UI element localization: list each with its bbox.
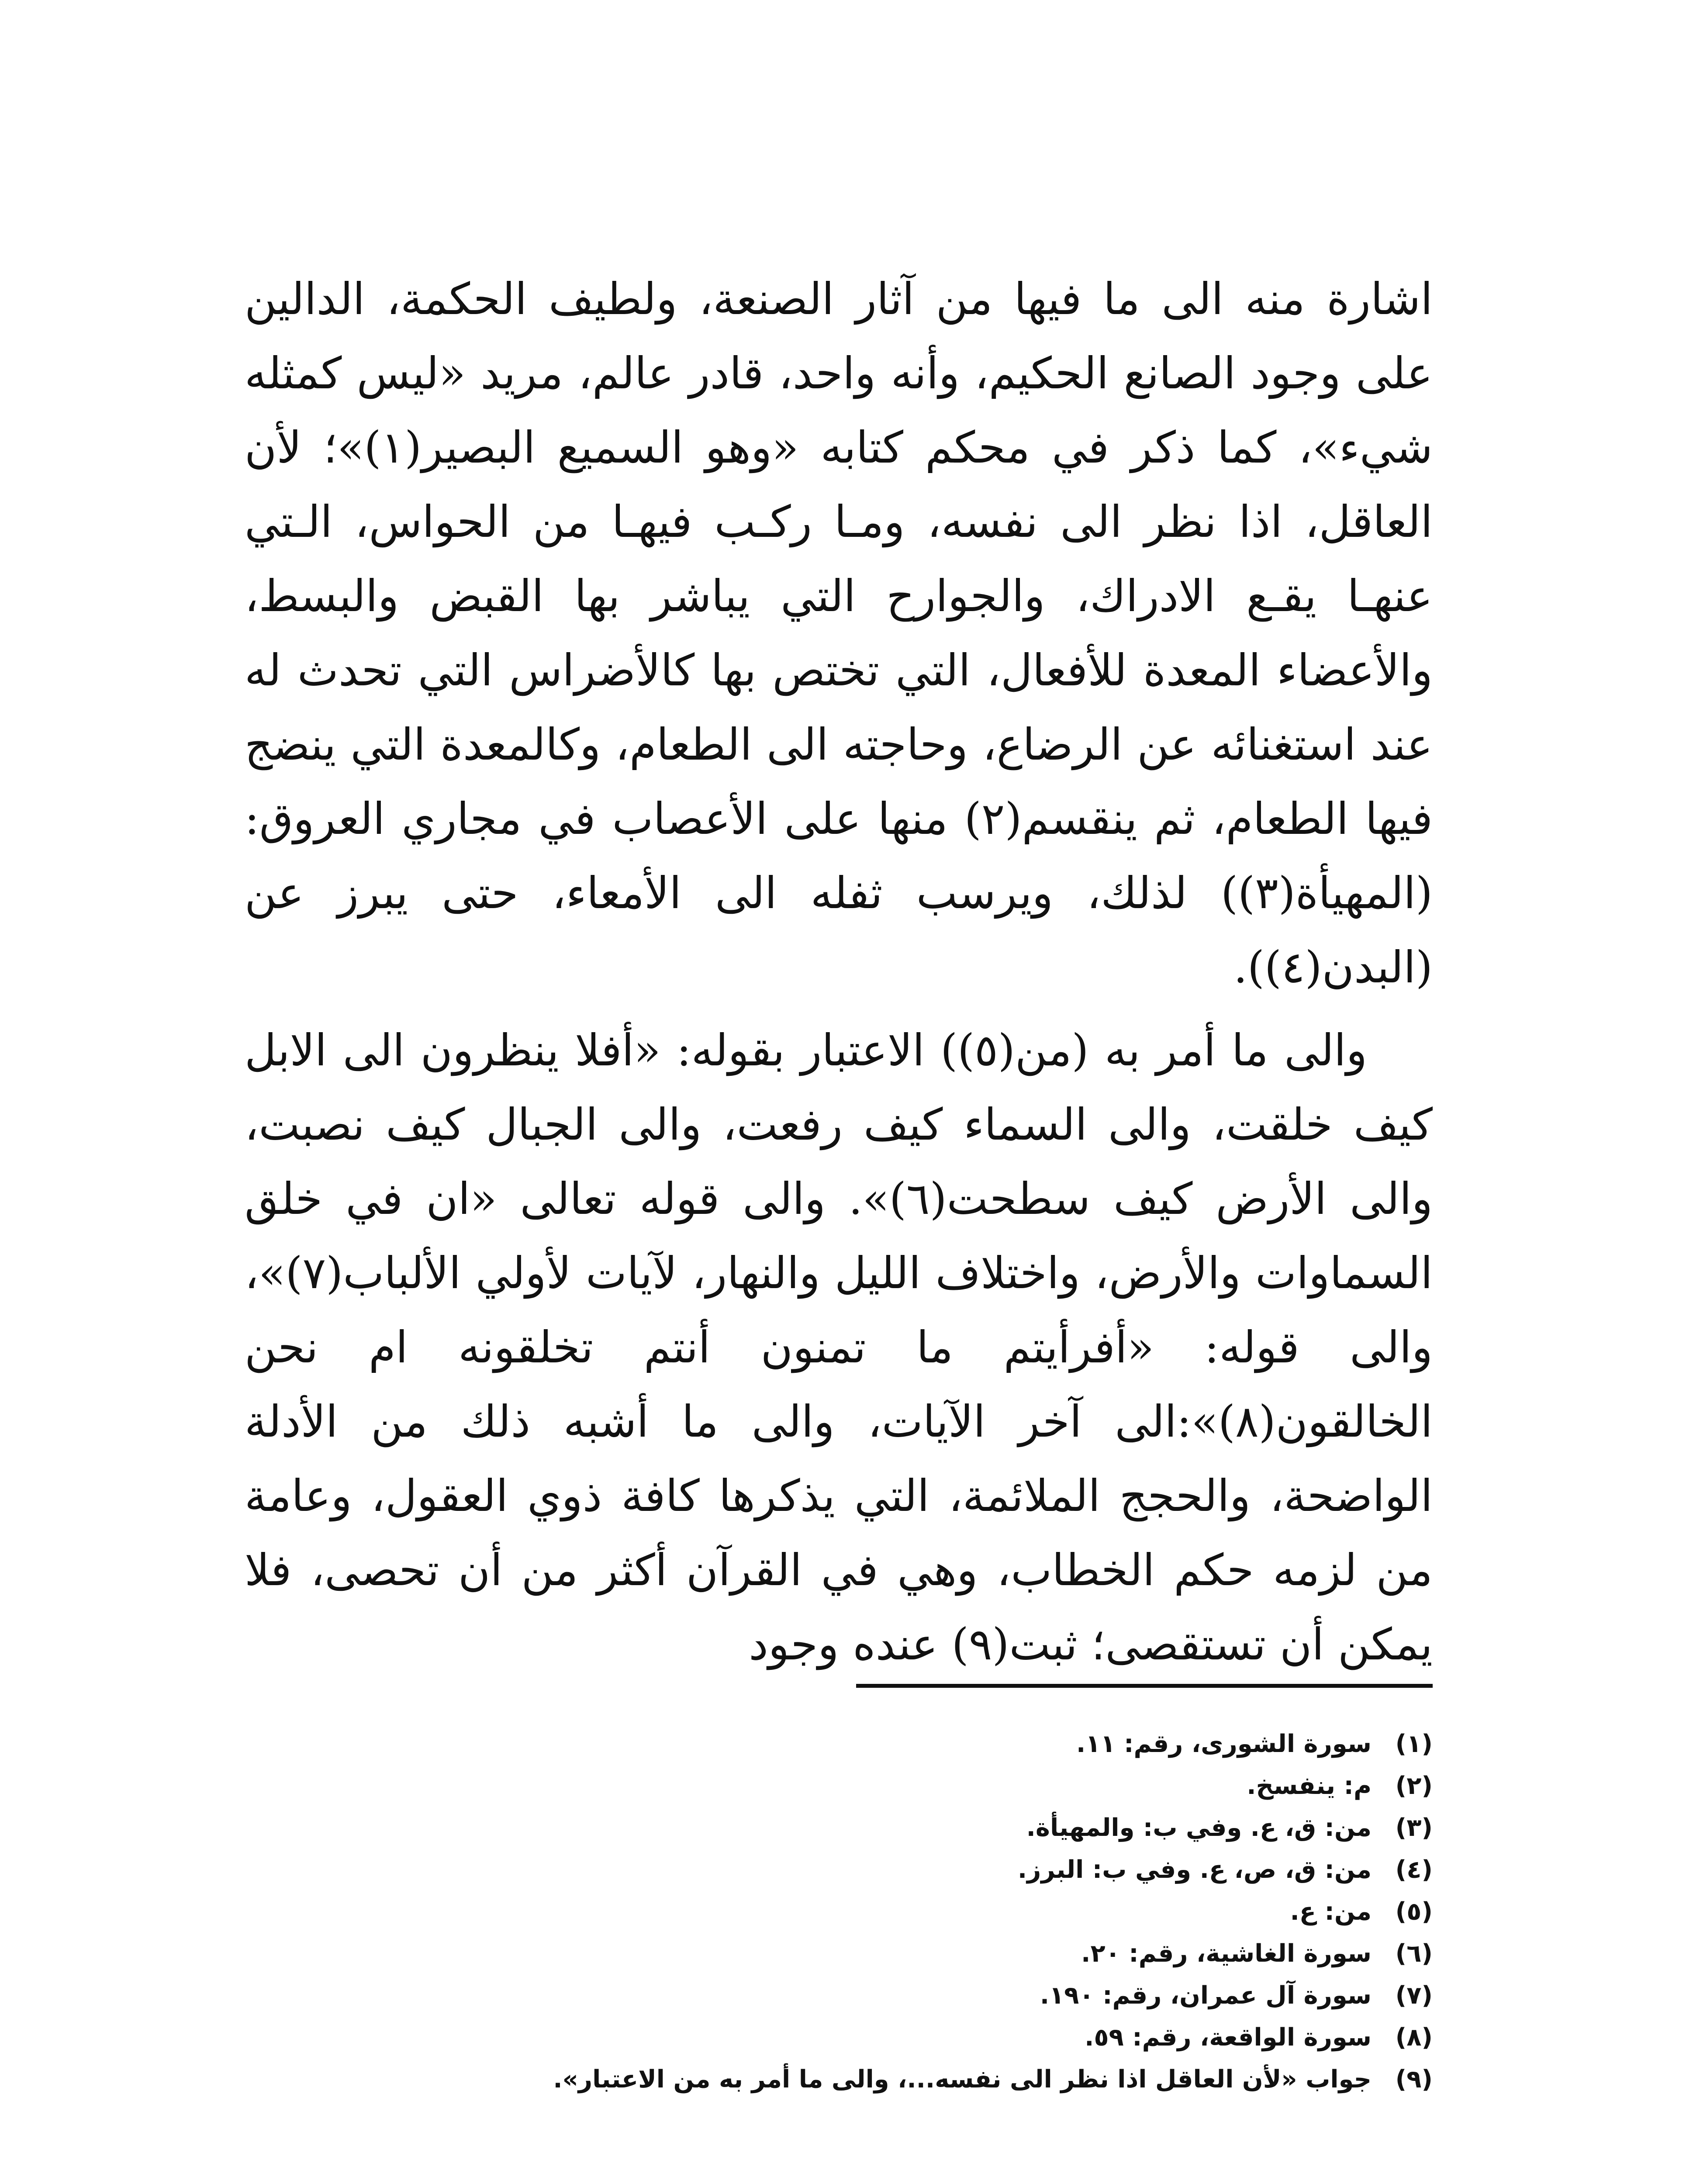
footnote-4 xyxy=(245,1849,1433,1891)
footnote-6 xyxy=(245,1933,1433,1975)
footnote-marker: (٢) xyxy=(1395,1772,1433,1800)
paragraph-1: اشارة منه الى ما فيها من آثار الصنعة، ولطيف الحكمة، الدالين على وجود الصانع الحكيم، وأنه واحد، قادر عالم، مريد «ليس كمثله شيء»، كما ذكر في محكم كتابه «وهو السميع البصير(١)»؛ لأن العاقل، اذا نظر الى نفسه، ومـا ركـب فيهـا من الحواس، الـتي عنهـا يقـع الادراك، والجوارح التي يباشر بها القبض والبسط، والأعضاء المعدة للأفعال، التي تختص بها كالأضراس التي تحدث له عند استغنائه عن الرضاع، وحاجته الى الطعام، وكالمعدة التي ينضج فيها الطعام، ثم ينقسم(٢) منها على الأعصاب في مجاري العروق: (المهيأة(٣)) لذلك، ويرسب ثفله الى الأمعاء، حتى يبرز عن (البدن(٤)). xyxy=(245,273,1433,993)
footnote-7 xyxy=(245,1975,1433,2017)
main-text xyxy=(245,262,1433,1682)
footnote-8 xyxy=(245,2017,1433,2059)
footnote-2 xyxy=(245,1765,1433,1807)
footnote-marker: (٩) xyxy=(1395,2065,1433,2094)
footnote-marker: (٥) xyxy=(1395,1897,1433,1926)
footnote-marker: (٦) xyxy=(1395,1939,1433,1968)
footnote-divider xyxy=(856,1684,1433,1688)
footnote-text: سورة آل عمران، رقم: ١٩٠. xyxy=(1040,1981,1372,2010)
footnote-text: سورة الواقعة، رقم: ٥٩. xyxy=(1085,2023,1372,2052)
footnote-marker: (٤) xyxy=(1395,1856,1433,1884)
footnote-text: سورة الغاشية، رقم: ٢٠. xyxy=(1081,1939,1372,1968)
footnote-1 xyxy=(245,1723,1433,1765)
footnote-marker: (١) xyxy=(1395,1730,1433,1758)
footnote-marker: (٧) xyxy=(1395,1981,1433,2010)
footnotes-list xyxy=(245,1723,1433,2101)
paragraph-2: والى ما أمر به (من(٥)) الاعتبار بقوله: «أفلا ينظرون الى الابل كيف خلقت، والى السماء كيف رفعت، والى الجبال كيف نصبت، والى الأرض كيف سطحت(٦)». والى قوله تعالى «ان في خلق السماوات والأرض، واختلاف الليل والنهار، لآيات لأولي الألباب(٧)»، والى قوله: «أفرأيتم ما تمنون أنتم تخلقونه ام نحن الخالقون(٨)»:الى آخر الآيات، والى ما أشبه ذلك من الأدلة الواضحة، والحجج الملائمة، التي يذكرها كافة ذوي العقول، وعامة من لزمه حكم الخطاب، وهي في القرآن أكثر من أن تحصى، فلا يمكن أن تستقصى؛ ثبت(٩) عنده وجود xyxy=(245,1025,1433,1670)
footnote-text: جواب «لأن العاقل اذا نظر الى نفسه...، والى ما أمر به من الاعتبار». xyxy=(553,2065,1372,2094)
footnote-5 xyxy=(245,1891,1433,1933)
footnote-text: سورة الشورى، رقم: ١١. xyxy=(1076,1730,1372,1758)
footnote-text: من: ق، ع. وفي ب: والمهيأة. xyxy=(1026,1814,1372,1842)
footnote-3 xyxy=(245,1807,1433,1849)
footnote-marker: (٨) xyxy=(1395,2023,1433,2052)
footnote-text: من: ع. xyxy=(1290,1897,1372,1926)
footnote-marker: (٣) xyxy=(1395,1814,1433,1842)
footnote-text: من: ق، ص، ع. وفي ب: البرز. xyxy=(1017,1856,1372,1884)
footnote-text: م: ينفسخ. xyxy=(1247,1772,1372,1800)
footnote-9 xyxy=(245,2059,1433,2101)
